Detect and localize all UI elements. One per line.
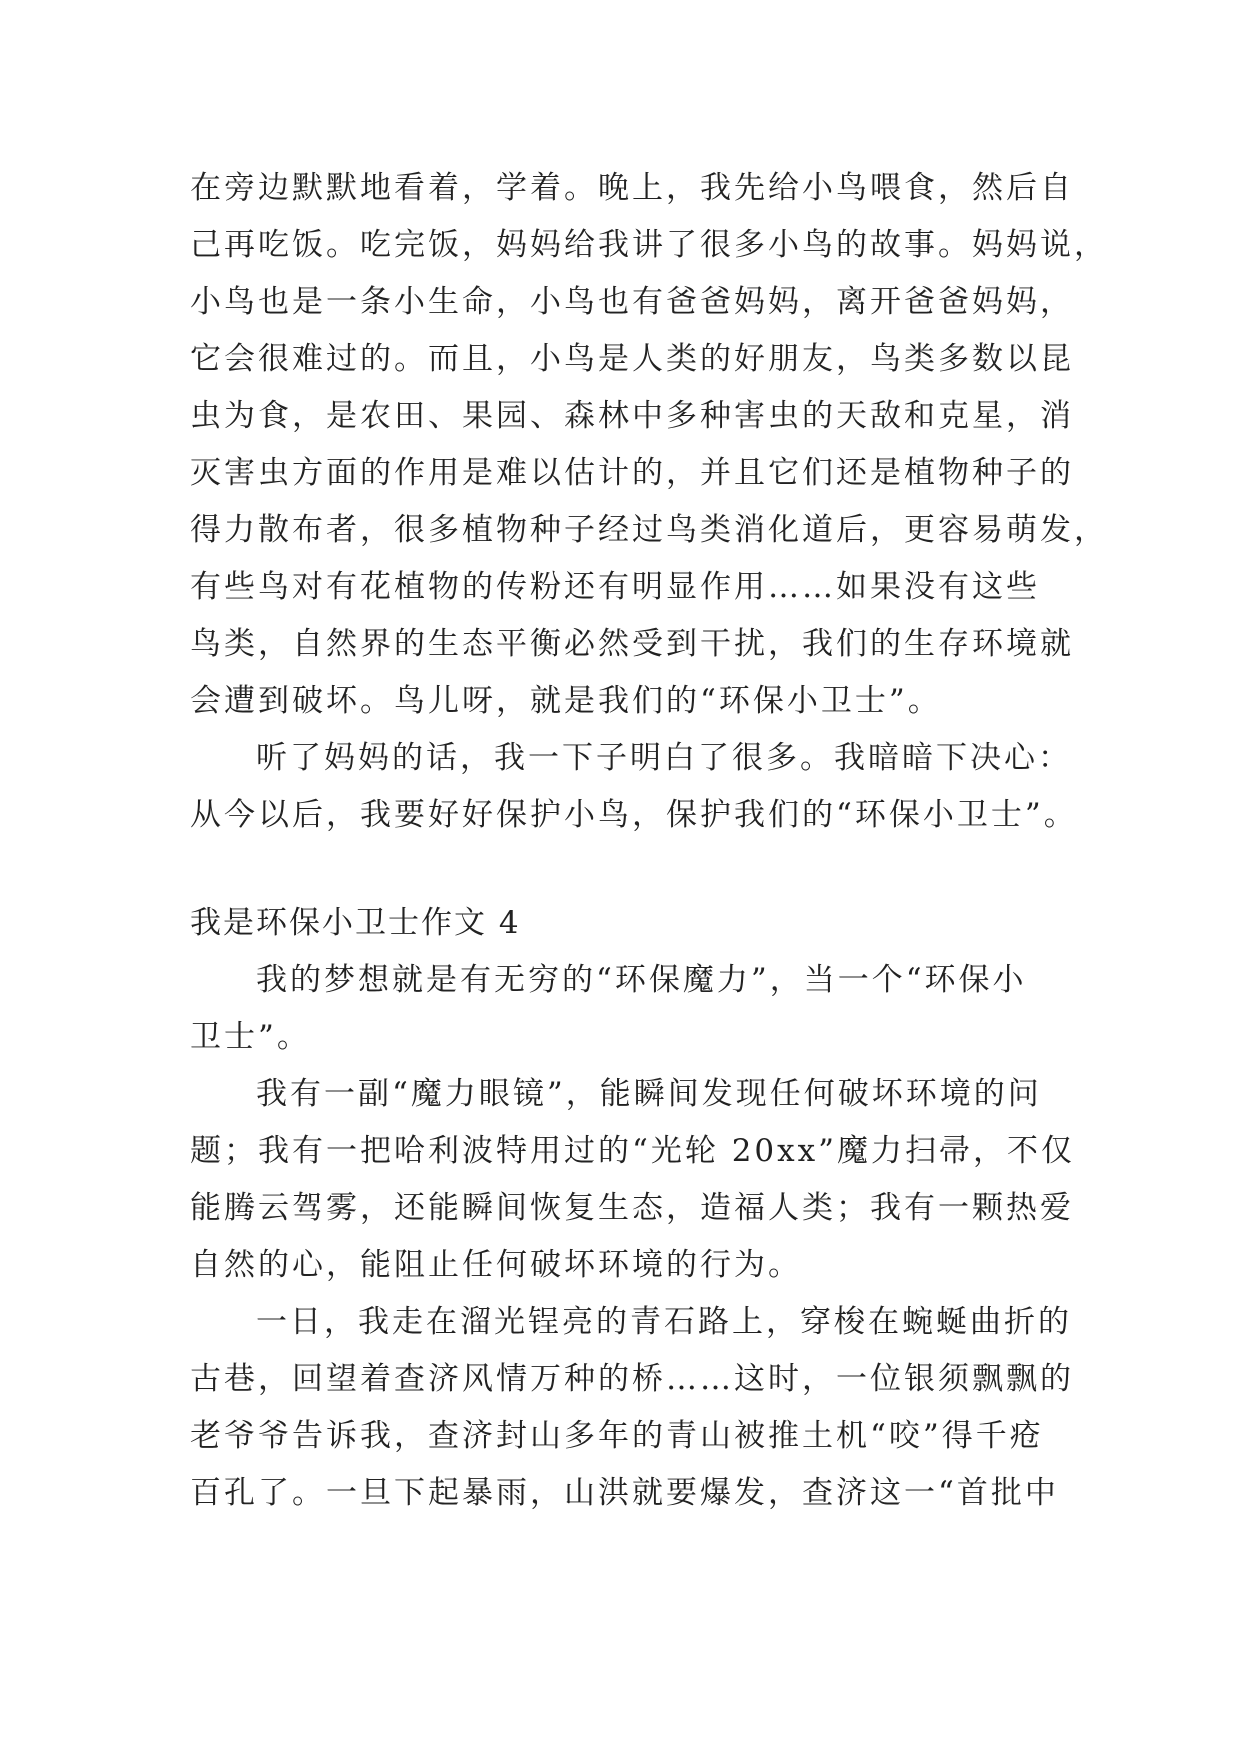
paragraph-line: 听了妈妈的话，我一下子明白了很多。我暗暗下决心： (256, 740, 1072, 776)
paragraph-line: 虫为食，是农田、果园、森林中多种害虫的天敌和克星，消 (190, 398, 1074, 434)
paragraph-line: 自然的心，能阻止任何破坏环境的行为。 (190, 1247, 802, 1283)
section-b-text (190, 895, 1075, 1522)
paragraph-line: 百孔了。一旦下起暴雨，山洪就要爆发，查济这一“首批中 (190, 1475, 1059, 1511)
paragraph-line: 题；我有一把哈利波特用过的“光轮 20xx”魔力扫帚，不仅 (190, 1133, 1075, 1169)
paragraph-line: 一日，我走在溜光锃亮的青石路上，穿梭在蜿蜒曲折的 (256, 1304, 1072, 1340)
paragraph-line: 我有一副“魔力眼镜”，能瞬间发现任何破坏环境的问 (256, 1076, 1042, 1112)
paragraph-line: 鸟类，自然界的生态平衡必然受到干扰，我们的生存环境就 (190, 626, 1074, 662)
paragraph-line: 它会很难过的。而且，小鸟是人类的好朋友，鸟类多数以昆 (190, 341, 1074, 377)
paragraph-line: 己再吃饭。吃完饭，妈妈给我讲了很多小鸟的故事。妈妈说， (190, 227, 1108, 263)
paragraph-line: 有些鸟对有花植物的传粉还有明显作用……如果没有这些 (190, 569, 1040, 605)
paragraph-line: 能腾云驾雾，还能瞬间恢复生态，造福人类；我有一颗热爱 (190, 1190, 1074, 1226)
paragraph-line: 在旁边默默地看着，学着。晚上，我先给小鸟喂食，然后自 (190, 170, 1074, 206)
paragraph-line: 得力散布者，很多植物种子经过鸟类消化道后，更容易萌发， (190, 512, 1108, 548)
paragraph-line: 从今以后，我要好好保护小鸟，保护我们的“环保小卫士”。 (190, 797, 1078, 833)
paragraph-line: 老爷爷告诉我，查济封山多年的青山被推土机“咬”得千疮 (190, 1418, 1044, 1454)
section-heading: 我是环保小卫士作文 4 (190, 905, 521, 941)
section-a-text (190, 160, 1108, 844)
paragraph-line: 会遭到破坏。鸟儿呀，就是我们的“环保小卫士”。 (190, 683, 942, 719)
paragraph-line: 古巷，回望着查济风情万种的桥……这时，一位银须飘飘的 (190, 1361, 1074, 1397)
paragraph-line: 我的梦想就是有无穷的“环保魔力”，当一个“环保小 (256, 962, 1027, 998)
paragraph-line: 小鸟也是一条小生命，小鸟也有爸爸妈妈，离开爸爸妈妈， (190, 284, 1074, 320)
paragraph-line: 卫士”。 (190, 1019, 311, 1055)
paragraph-line: 灭害虫方面的作用是难以估计的，并且它们还是植物种子的 (190, 455, 1074, 491)
